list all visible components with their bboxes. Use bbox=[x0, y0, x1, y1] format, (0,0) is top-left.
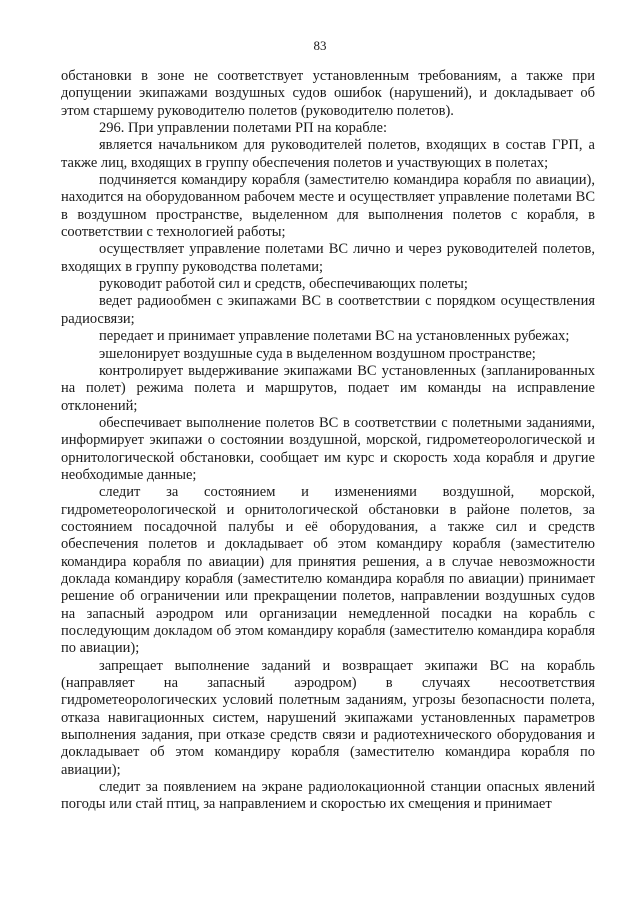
paragraph: запрещает выполнение заданий и возвращает экипажи ВС на корабль (направляет на запасный аэродром) в случаях несоответствия гидрометеорологических условий полетным заданиям, угрозы безопасности полета, отказа навигационных систем, нарушений экипажами установленных параметров выполнения задания, при отказе средств связи и радиотехнического оборудования и докладывает об этом командиру корабля (заместителю командира корабля по авиации); bbox=[61, 657, 595, 778]
paragraph: следит за состоянием и изменениями воздушной, морской, гидрометеорологической и орнитологической обстановки в районе полетов, за состоянием посадочной палубы и её оборудования, а также сил и средств обеспечения полетов и докладывает об этом командиру корабля (заместителю командира корабля по авиации) для принятия решения, а в случае невозможности доклада командиру корабля (заместителю командира корабля по авиации) принимает решение об ограничении или прекращении полетов, направлении воздушных судов на запасный аэродром или организации немедленной посадки на корабль с последующим докладом об этом командиру корабля (заместителю командира корабля по авиации); bbox=[61, 484, 595, 657]
paragraph: 296. При управлении полетами РП на корабле: bbox=[99, 120, 387, 137]
paragraph: является начальником для руководителей полетов, входящих в состав ГРП, а также лиц, входящих в группу обеспечения полетов и участвующих в полетах; bbox=[61, 137, 595, 171]
paragraph: контролирует выдерживание экипажами ВС установленных (запланированных на полет) режима полета и маршрутов, подает им команды на исправление отклонений; bbox=[61, 362, 595, 414]
paragraph: передает и принимает управление полетами ВС на установленных рубежах; bbox=[99, 328, 570, 345]
paragraph: подчиняется командиру корабля (заместителю командира корабля по авиации), находится на оборудованном рабочем месте и осуществляет управление полетами ВС в воздушном пространстве, выделенном для выполнения полетов с корабля, в соответствии с технологией работы; bbox=[61, 172, 595, 241]
paragraph: обстановки в зоне не соответствует установленным требованиям, а также при допущении экипажами воздушных судов ошибок (нарушений), и докладывает об этом старшему руководителю полетов (руководителю полетов). bbox=[61, 68, 595, 119]
paragraph: обеспечивает выполнение полетов ВС в соответствии с полетными заданиями, информирует экипажи о состоянии воздушной, морской, гидрометеорологической и орнитологической обстановки, сообщает им курс и скорость хода корабля и другие необходимые данные; bbox=[61, 414, 595, 483]
paragraph: руководит работой сил и средств, обеспечивающих полеты; bbox=[99, 276, 468, 293]
paragraph: ведет радиообмен с экипажами ВС в соответствии с порядком осуществления радиосвязи; bbox=[61, 293, 595, 327]
paragraph: следит за появлением на экране радиолокационной станции опасных явлений погоды или стай птиц, за направлением и скоростью их смещения и принимает bbox=[61, 779, 595, 813]
paragraph: осуществляет управление полетами ВС лично и через руководителей полетов, входящих в группу руководства полетами; bbox=[61, 241, 595, 275]
document-body bbox=[61, 68, 595, 814]
page-number: 83 bbox=[313, 38, 327, 53]
paragraph: эшелонирует воздушные суда в выделенном воздушном пространстве; bbox=[99, 345, 536, 362]
